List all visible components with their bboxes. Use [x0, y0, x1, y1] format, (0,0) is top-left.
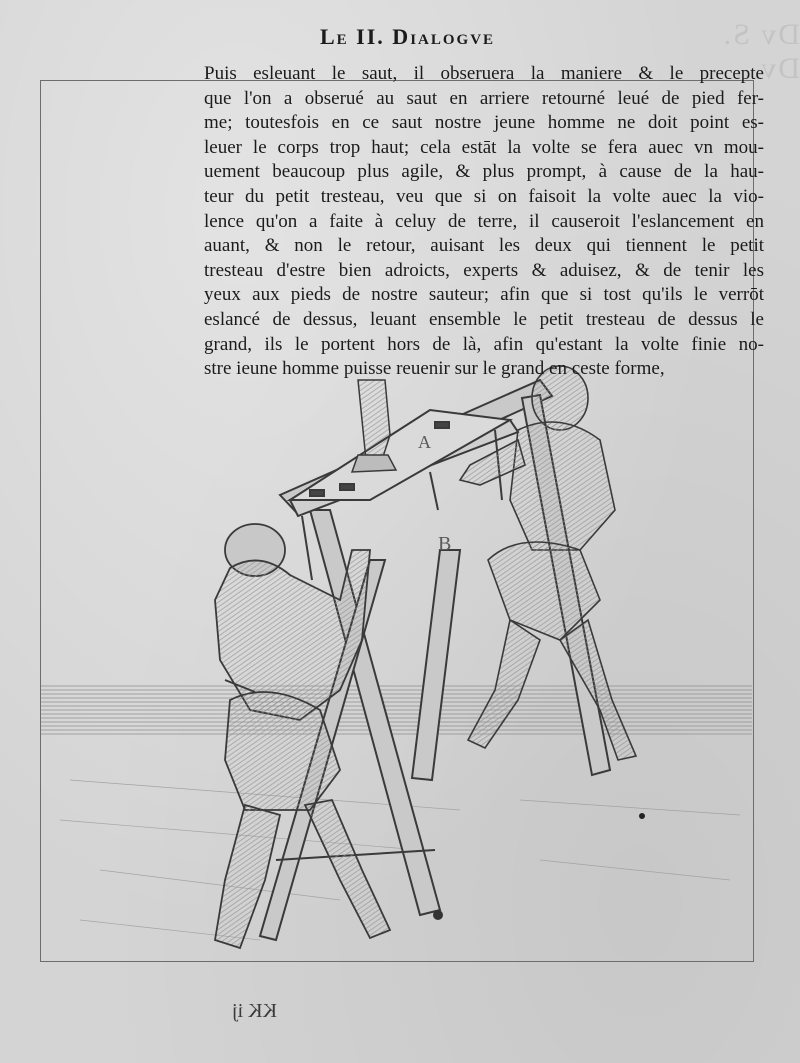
running-title: Le II. Dialogve	[320, 24, 496, 49]
bleed-through-text: Dv S. Dv...	[721, 18, 800, 85]
text-line: stre ieune homme puisse reuenir sur le grand en ceste forme,	[204, 358, 665, 380]
text-line: auant, & non le retour, auisant les deux qui tiennent le petit	[204, 235, 764, 257]
body-text	[204, 62, 764, 382]
text-line: grand, ils le portent hors de là, afin qu'estant la volte finie no-	[204, 333, 764, 355]
label-small-trestle: A	[418, 432, 431, 452]
text-line: yeux aux pieds de nostre sauteur; afin que si tost qu'ils le verrōt	[204, 284, 764, 306]
text-line: eslancé de dessus, leuant ensemble le petit tresteau de dessus le	[204, 308, 764, 330]
text-line: teur du petit tresteau, veu que si on faisoit la volte auec la vio-	[204, 185, 764, 207]
signature-mark: KK ij	[232, 1000, 277, 1022]
label-large-trestle: B	[438, 533, 452, 555]
text-line: tresteau d'estre bien adroicts, experts & aduisez, & de tenir les	[204, 259, 764, 281]
text-line: uement beaucoup plus agile, & plus prompt, à cause de la hau-	[204, 161, 764, 183]
text-line: que l'on a obserué au saut en arriere retourné leué de pied fer-	[204, 87, 764, 109]
text-line: lence qu'on a faite à celuy de terre, il causeroit l'eslancement en	[204, 210, 764, 232]
text-line: Puis esleuant le saut, il obseruera la maniere & le precepte	[204, 63, 764, 84]
text-line: me; toutesfois en ce saut nostre jeune homme ne doit point es-	[204, 112, 764, 134]
text-line: leuer le corps trop haut; cela estāt la volte se fera auec vn mou-	[204, 136, 764, 158]
